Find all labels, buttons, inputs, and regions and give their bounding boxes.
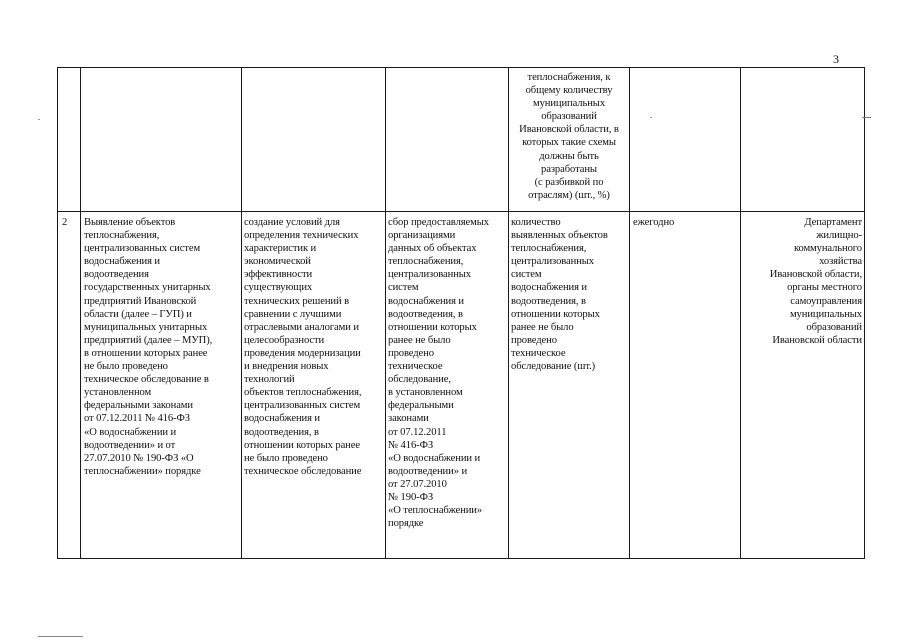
column-divider (385, 67, 386, 559)
row-number: 2 (62, 217, 68, 228)
target-indicator: количество выявленных объектов теплоснабжения, централизованных систем водоснабжения и водоотведения, в отношении которых ранее не было проведено техническое обследование (шт.) (511, 217, 608, 373)
table-row-divider (57, 211, 865, 212)
reporting-frequency: ежегодно (633, 217, 675, 228)
scan-artifact-dot (38, 119, 40, 120)
implementation-mechanism: сбор предоставляемых организациями данных об объектах теплоснабжения, централизованных систем водоснабжения и водоотведения, в отношении которых ранее не было проведено техническое обследование, в установленном федеральными законами от 07.12.2011 № 416-ФЗ «О водоснабжении и водоотведении» и от 27.07.2010 № 190-ФЗ «О теплоснабжении» порядке (388, 217, 489, 530)
scan-artifact-dot (650, 117, 652, 118)
scan-artifact-line (862, 117, 871, 118)
column-divider (241, 67, 242, 559)
column-divider (80, 67, 81, 559)
continuation-indicator-text: теплоснабжения, к общему количеству муниципальных образований Ивановской области, в которых такие схемы должны быть разработаны (с разбивкой по отраслям) (шт., %) (519, 72, 619, 201)
responsible-executor: Департамент жилищно- коммунального хозяйства Ивановской области, органы местного самоуправления муниципальных образований Ивановской области (769, 217, 862, 346)
column-divider (740, 67, 741, 559)
scan-artifact-line (38, 636, 83, 637)
column-divider (508, 67, 509, 559)
table-right-border (864, 67, 865, 559)
table-bottom-border (57, 558, 865, 559)
column-divider (629, 67, 630, 559)
activity-description: Выявление объектов теплоснабжения, централизованных систем водоснабжения и водоотведения государственных унитарных предприятий Ивановской области (далее – ГУП) и муниципальных унитарных предприятий (далее – МУП), в отношении которых ранее не было проведено техническое обследование в установленном федеральными законами от 07.12.2011 № 416-ФЗ «О водоснабжении и водоотведении» и от 27.07.2010 № 190-ФЗ «О теплоснабжении» порядке (84, 217, 213, 477)
table-top-border (57, 67, 865, 68)
page-number: 3 (833, 52, 839, 66)
activity-goal: создание условий для определения технических характеристик и экономической эффективности существующих технических решений в сравнении с лучшими отраслевыми аналогами и целесообразности проведения модернизации и внедрения новых технологий объектов теплоснабжения, централизованных систем водоснабжения и водоотведения, в отношении которых ранее не было проведено техническое обследование (244, 217, 362, 477)
table-left-border (57, 67, 58, 559)
